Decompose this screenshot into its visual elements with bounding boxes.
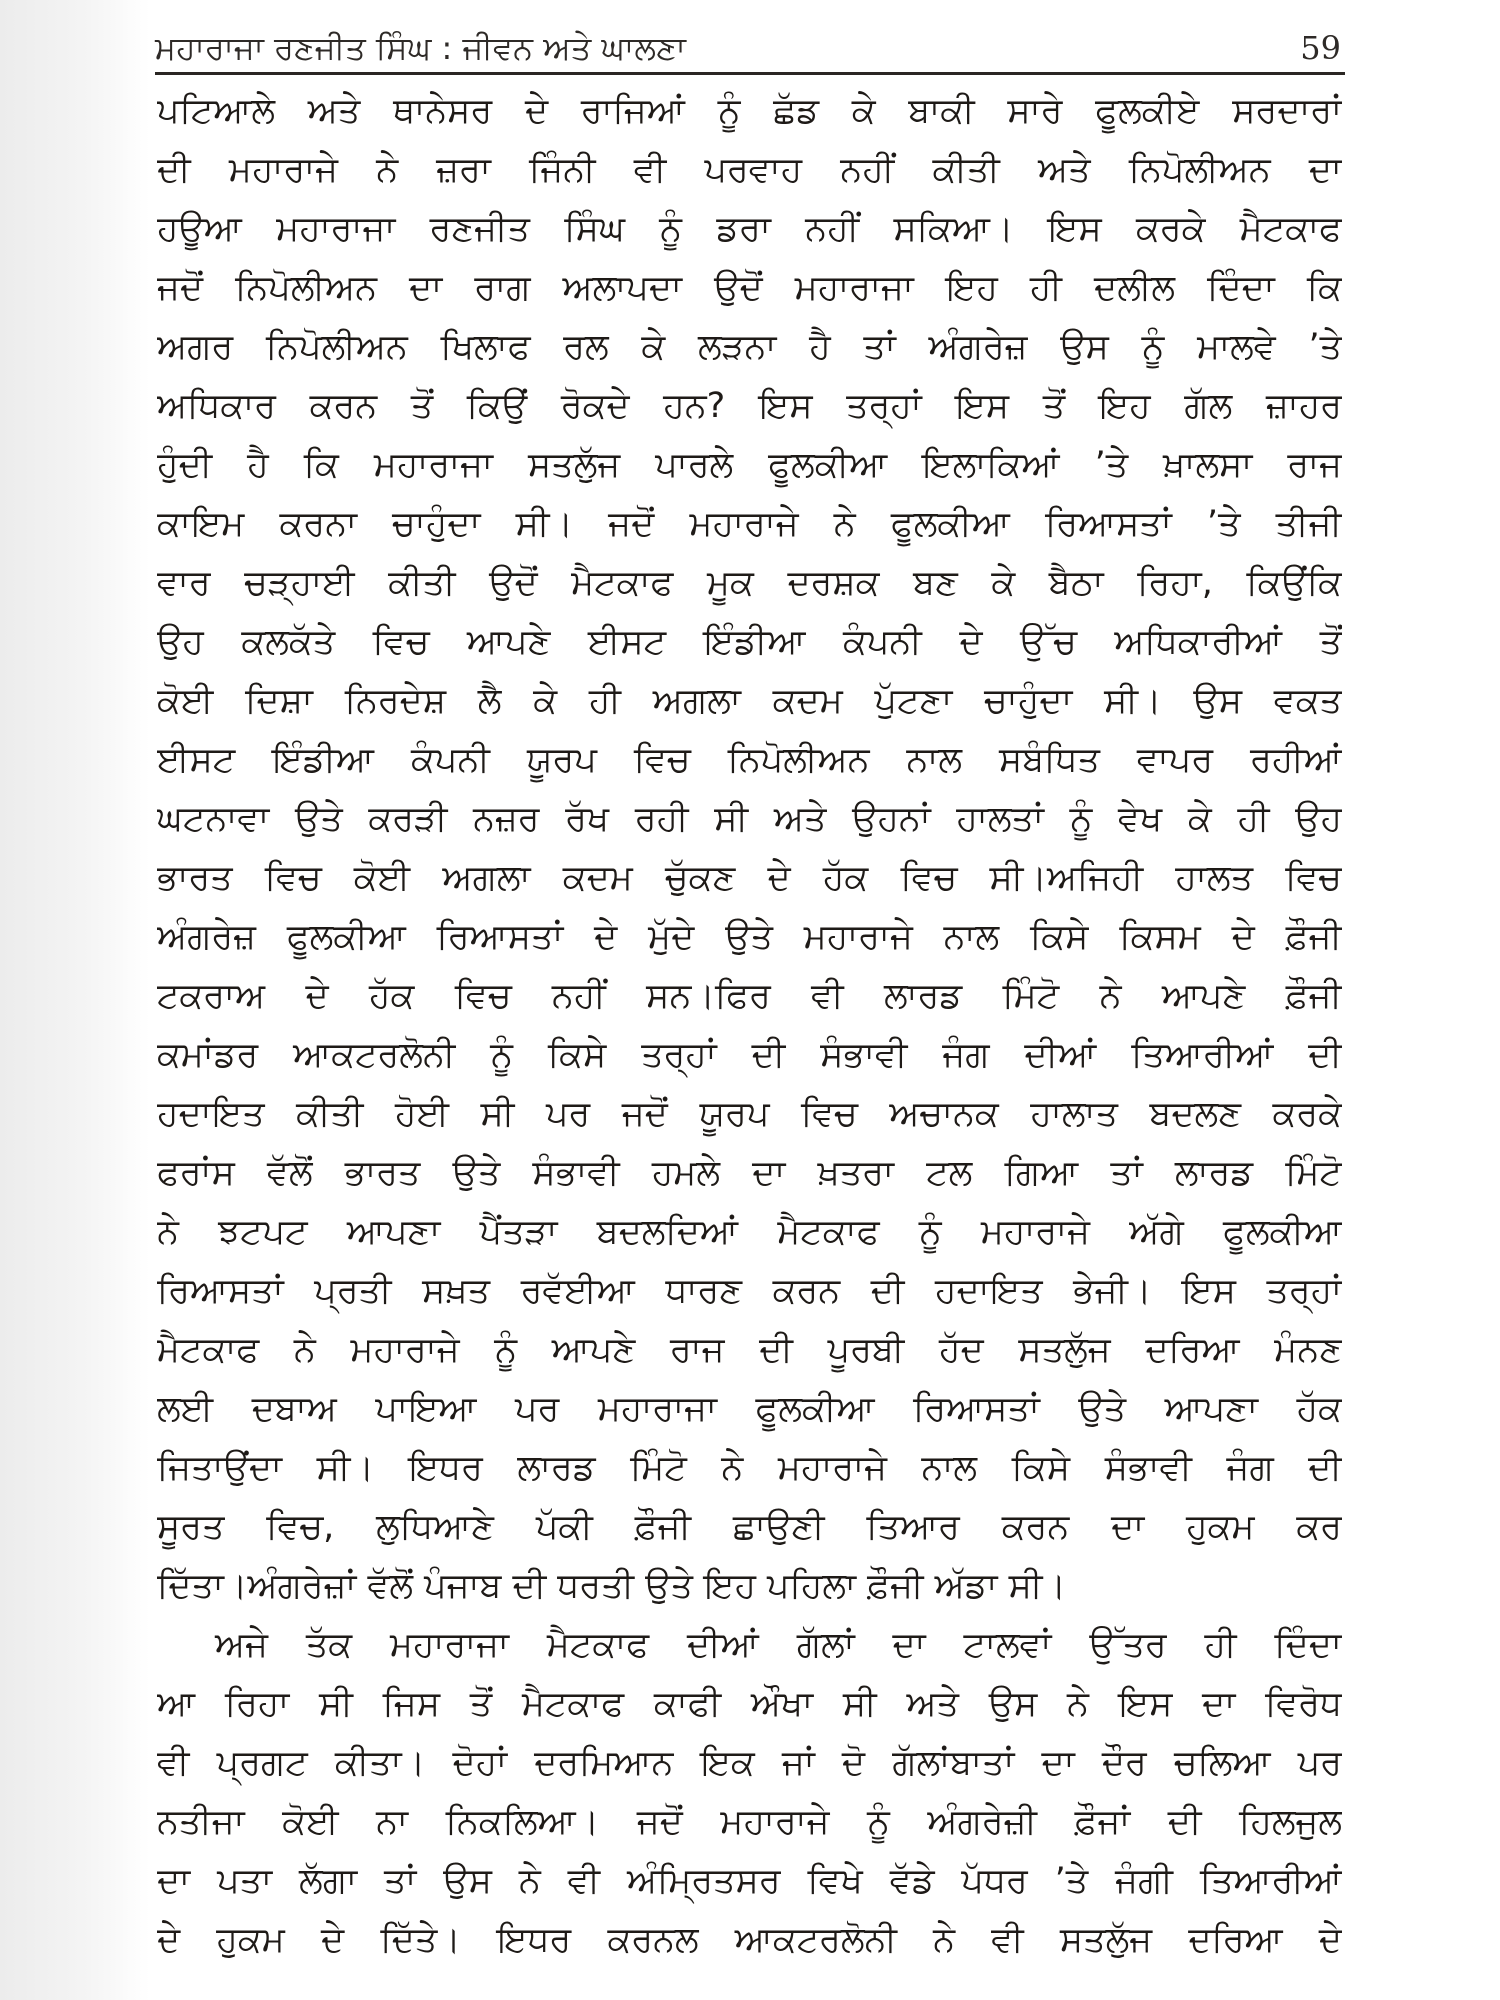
text-line: ਉਹ ਕਲਕੱਤੇ ਵਿਚ ਆਪਣੇ ਈਸਟ ਇੰਡੀਆ ਕੰਪਨੀ ਦੇ ਉੱਚ ਅਧਿਕਾਰੀਆਂ ਤੋਂ (157, 622, 1342, 662)
text-line: ਅਧਿਕਾਰ ਕਰਨ ਤੋਂ ਕਿਉਂ ਰੋਕਦੇ ਹਨ? ਇਸ ਤਰ੍ਹਾਂ ਇਸ ਤੋਂ ਇਹ ਗੱਲ ਜ਼ਾਹਰ (157, 386, 1342, 426)
text-line: ਪਟਿਆਲੇ ਅਤੇ ਥਾਨੇਸਰ ਦੇ ਰਾਜਿਆਂ ਨੂੰ ਛੱਡ ਕੇ ਬਾਕੀ ਸਾਰੇ ਫੂਲਕੀਏ ਸਰਦਾਰਾਂ (157, 91, 1342, 131)
text-line: ਅਗਰ ਨਿਪੋਲੀਅਨ ਖਿਲਾਫ ਰਲ ਕੇ ਲੜਨਾ ਹੈ ਤਾਂ ਅੰਗਰੇਜ਼ ਉਸ ਨੂੰ ਮਾਲਵੇ ’ਤੇ (157, 327, 1342, 367)
text-line: ਲਈ ਦਬਾਅ ਪਾਇਆ ਪਰ ਮਹਾਰਾਜਾ ਫੂਲਕੀਆ ਰਿਆਸਤਾਂ ਉਤੇ ਆਪਣਾ ਹੱਕ (157, 1389, 1342, 1429)
text-line: ਦੇ ਹੁਕਮ ਦੇ ਦਿੱਤੇ। ਇਧਰ ਕਰਨਲ ਆਕਟਰਲੋਨੀ ਨੇ ਵੀ ਸਤਲੁੱਜ ਦਰਿਆ ਦੇ (157, 1920, 1342, 1960)
text-line: ਹੁੰਦੀ ਹੈ ਕਿ ਮਹਾਰਾਜਾ ਸਤਲੁੱਜ ਪਾਰਲੇ ਫੂਲਕੀਆ ਇਲਾਕਿਆਂ ’ਤੇ ਖ਼ਾਲਸਾ ਰਾਜ (157, 445, 1342, 485)
text-line: ਅਜੇ ਤੱਕ ਮਹਾਰਾਜਾ ਮੈਟਕਾਫ ਦੀਆਂ ਗੱਲਾਂ ਦਾ ਟਾਲਵਾਂ ਉੱਤਰ ਹੀ ਦਿੰਦਾ (215, 1625, 1342, 1665)
text-line: ਦਾ ਪਤਾ ਲੱਗਾ ਤਾਂ ਉਸ ਨੇ ਵੀ ਅੰਮ੍ਰਿਤਸਰ ਵਿਖੇ ਵੱਡੇ ਪੱਧਰ ’ਤੇ ਜੰਗੀ ਤਿਆਰੀਆਂ (157, 1861, 1342, 1901)
text-line: ਮੈਟਕਾਫ ਨੇ ਮਹਾਰਾਜੇ ਨੂੰ ਆਪਣੇ ਰਾਜ ਦੀ ਪੂਰਬੀ ਹੱਦ ਸਤਲੁੱਜ ਦਰਿਆ ਮੰਨਣ (157, 1330, 1342, 1370)
text-line: ਦੀ ਮਹਾਰਾਜੇ ਨੇ ਜ਼ਰਾ ਜਿੰਨੀ ਵੀ ਪਰਵਾਹ ਨਹੀਂ ਕੀਤੀ ਅਤੇ ਨਿਪੋਲੀਅਨ ਦਾ (157, 150, 1342, 190)
text-line: ਕੋਈ ਦਿਸ਼ਾ ਨਿਰਦੇਸ਼ ਲੈ ਕੇ ਹੀ ਅਗਲਾ ਕਦਮ ਪੁੱਟਣਾ ਚਾਹੁੰਦਾ ਸੀ। ਉਸ ਵਕਤ (157, 681, 1342, 721)
text-line: ਈਸਟ ਇੰਡੀਆ ਕੰਪਨੀ ਯੂਰਪ ਵਿਚ ਨਿਪੋਲੀਅਨ ਨਾਲ ਸਬੰਧਿਤ ਵਾਪਰ ਰਹੀਆਂ (157, 740, 1342, 780)
running-header (155, 22, 1345, 75)
body-text (157, 82, 1342, 1970)
text-line: ਜਦੋਂ ਨਿਪੋਲੀਅਨ ਦਾ ਰਾਗ ਅਲਾਪਦਾ ਉਦੋਂ ਮਹਾਰਾਜਾ ਇਹ ਹੀ ਦਲੀਲ ਦਿੰਦਾ ਕਿ (157, 268, 1342, 308)
page-number: 59 (1300, 29, 1341, 67)
text-line: ਘਟਨਾਵਾ ਉਤੇ ਕਰੜੀ ਨਜ਼ਰ ਰੱਖ ਰਹੀ ਸੀ ਅਤੇ ਉਹਨਾਂ ਹਾਲਤਾਂ ਨੂੰ ਵੇਖ ਕੇ ਹੀ ਉਹ (157, 799, 1342, 839)
text-line: ਨਤੀਜਾ ਕੋਈ ਨਾ ਨਿਕਲਿਆ। ਜਦੋਂ ਮਹਾਰਾਜੇ ਨੂੰ ਅੰਗਰੇਜ਼ੀ ਫ਼ੌਜਾਂ ਦੀ ਹਿਲਜੁਲ (157, 1802, 1342, 1842)
text-line: ਨੇ ਝਟਪਟ ਆਪਣਾ ਪੈਂਤੜਾ ਬਦਲਦਿਆਂ ਮੈਟਕਾਫ ਨੂੰ ਮਹਾਰਾਜੇ ਅੱਗੇ ਫੂਲਕੀਆ (157, 1212, 1342, 1252)
text-line: ਹਦਾਇਤ ਕੀਤੀ ਹੋਈ ਸੀ ਪਰ ਜਦੋਂ ਯੂਰਪ ਵਿਚ ਅਚਾਨਕ ਹਾਲਾਤ ਬਦਲਣ ਕਰਕੇ (157, 1094, 1342, 1134)
page-gutter-shadow (0, 0, 150, 2000)
text-line: ਟਕਰਾਅ ਦੇ ਹੱਕ ਵਿਚ ਨਹੀਂ ਸਨ।ਫਿਰ ਵੀ ਲਾਰਡ ਮਿੰਟੋ ਨੇ ਆਪਣੇ ਫ਼ੌਜੀ (157, 976, 1342, 1016)
text-line: ਦਿੱਤਾ।ਅੰਗਰੇਜ਼ਾਂ ਵੱਲੋਂ ਪੰਜਾਬ ਦੀ ਧਰਤੀ ਉਤੇ ਇਹ ਪਹਿਲਾ ਫ਼ੌਜੀ ਅੱਡਾ ਸੀ। (157, 1566, 1067, 1606)
text-line: ਸੂਰਤ ਵਿਚ, ਲੁਧਿਆਣੇ ਪੱਕੀ ਫ਼ੌਜੀ ਛਾਉਣੀ ਤਿਆਰ ਕਰਨ ਦਾ ਹੁਕਮ ਕਰ (157, 1507, 1342, 1547)
text-line: ਆ ਰਿਹਾ ਸੀ ਜਿਸ ਤੋਂ ਮੈਟਕਾਫ ਕਾਫੀ ਔਖਾ ਸੀ ਅਤੇ ਉਸ ਨੇ ਇਸ ਦਾ ਵਿਰੋਧ (157, 1684, 1342, 1724)
text-line: ਵਾਰ ਚੜ੍ਹਾਈ ਕੀਤੀ ਉਦੋਂ ਮੈਟਕਾਫ ਮੂਕ ਦਰਸ਼ਕ ਬਣ ਕੇ ਬੈਠਾ ਰਿਹਾ, ਕਿਉਂਕਿ (157, 563, 1342, 603)
text-line: ਹਊਆ ਮਹਾਰਾਜਾ ਰਣਜੀਤ ਸਿੰਘ ਨੂੰ ਡਰਾ ਨਹੀਂ ਸਕਿਆ। ਇਸ ਕਰਕੇ ਮੈਟਕਾਫ (157, 209, 1342, 249)
text-line: ਰਿਆਸਤਾਂ ਪ੍ਰਤੀ ਸਖ਼ਤ ਰਵੱਈਆ ਧਾਰਣ ਕਰਨ ਦੀ ਹਦਾਇਤ ਭੇਜੀ। ਇਸ ਤਰ੍ਹਾਂ (157, 1271, 1342, 1311)
running-header-title: ਮਹਾਰਾਜਾ ਰਣਜੀਤ ਸਿੰਘ : ਜੀਵਨ ਅਤੇ ਘਾਲਣਾ (155, 29, 686, 67)
text-line: ਅੰਗਰੇਜ਼ ਫੂਲਕੀਆ ਰਿਆਸਤਾਂ ਦੇ ਮੁੱਦੇ ਉਤੇ ਮਹਾਰਾਜੇ ਨਾਲ ਕਿਸੇ ਕਿਸਮ ਦੇ ਫ਼ੌਜੀ (157, 917, 1342, 957)
text-line: ਕਮਾਂਡਰ ਆਕਟਰਲੋਨੀ ਨੂੰ ਕਿਸੇ ਤਰ੍ਹਾਂ ਦੀ ਸੰਭਾਵੀ ਜੰਗ ਦੀਆਂ ਤਿਆਰੀਆਂ ਦੀ (157, 1035, 1342, 1075)
text-line: ਕਾਇਮ ਕਰਨਾ ਚਾਹੁੰਦਾ ਸੀ। ਜਦੋਂ ਮਹਾਰਾਜੇ ਨੇ ਫੂਲਕੀਆ ਰਿਆਸਤਾਂ ’ਤੇ ਤੀਜੀ (157, 504, 1342, 544)
text-line: ਭਾਰਤ ਵਿਚ ਕੋਈ ਅਗਲਾ ਕਦਮ ਚੁੱਕਣ ਦੇ ਹੱਕ ਵਿਚ ਸੀ।ਅਜਿਹੀ ਹਾਲਤ ਵਿਚ (157, 858, 1342, 898)
text-line: ਫਰਾਂਸ ਵੱਲੋਂ ਭਾਰਤ ਉਤੇ ਸੰਭਾਵੀ ਹਮਲੇ ਦਾ ਖ਼ਤਰਾ ਟਲ ਗਿਆ ਤਾਂ ਲਾਰਡ ਮਿੰਟੋ (157, 1153, 1342, 1193)
text-line: ਵੀ ਪ੍ਰਗਟ ਕੀਤਾ। ਦੋਹਾਂ ਦਰਮਿਆਨ ਇਕ ਜਾਂ ਦੋ ਗੱਲਾਂਬਾਤਾਂ ਦਾ ਦੌਰ ਚਲਿਆ ਪਰ (157, 1743, 1342, 1783)
text-line: ਜਿਤਾਉਂਦਾ ਸੀ। ਇਧਰ ਲਾਰਡ ਮਿੰਟੋ ਨੇ ਮਹਾਰਾਜੇ ਨਾਲ ਕਿਸੇ ਸੰਭਾਵੀ ਜੰਗ ਦੀ (157, 1448, 1342, 1488)
